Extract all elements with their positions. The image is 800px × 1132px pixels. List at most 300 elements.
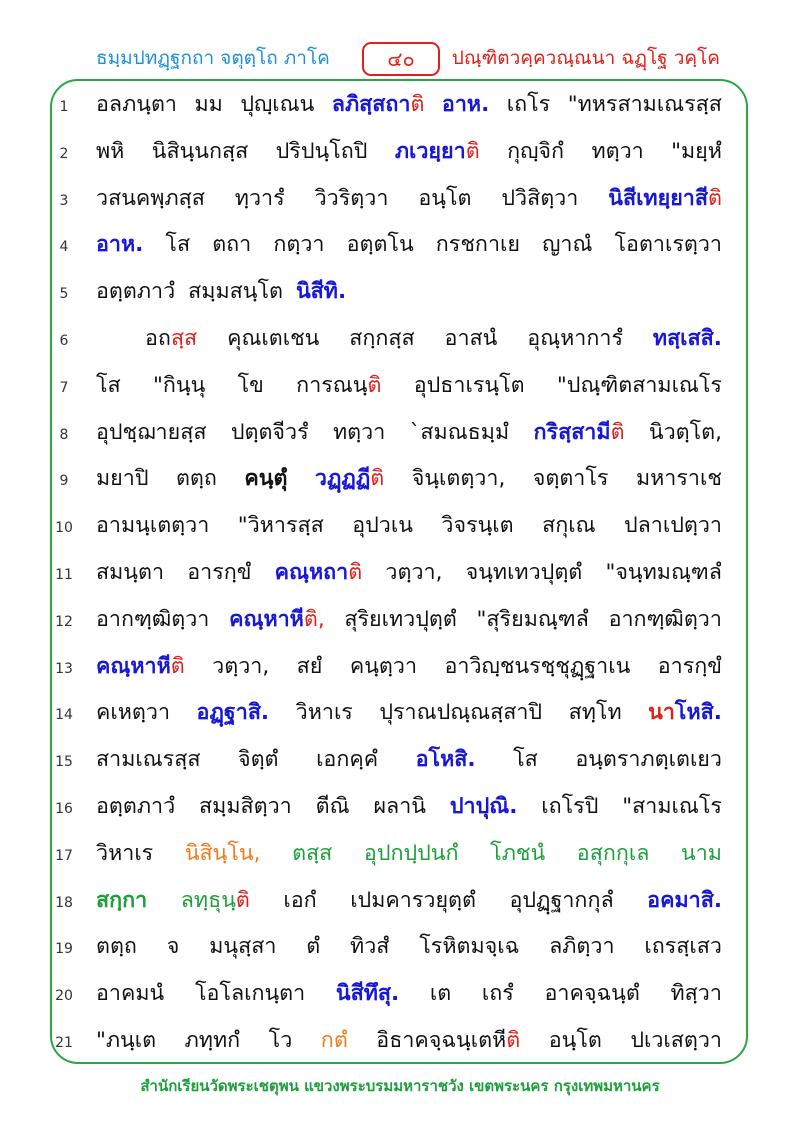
word — [187, 555, 251, 589]
word — [624, 508, 722, 542]
word-segment: โหสิ. — [674, 700, 722, 726]
word-segment: คนฺตุํ — [244, 466, 288, 492]
line-text — [145, 321, 722, 355]
word-segment: ติ — [170, 653, 185, 679]
word-segment: ติ — [370, 466, 385, 492]
word — [344, 602, 456, 636]
word-segment: นิสีทึสุ. — [335, 981, 400, 1007]
line-number: 9 — [59, 473, 69, 490]
word-segment: คณฺหาหี — [229, 606, 304, 632]
word-segment: นิวตฺโต, — [648, 419, 722, 445]
word — [466, 555, 583, 589]
word — [176, 461, 217, 495]
text-line — [0, 879, 800, 926]
word — [96, 274, 175, 308]
word-segment: ทิสฺวา — [670, 981, 722, 1007]
word-segment: ตถา — [212, 232, 252, 258]
line-number: 3 — [59, 192, 69, 209]
word-segment: สมฺมสนฺโต — [188, 279, 283, 305]
word-segment: อนฺตราภตฺเตเยว — [575, 747, 722, 773]
line-number: 7 — [59, 379, 69, 396]
word — [379, 695, 542, 729]
word-segment: "ทหรสามเณรสฺส — [567, 92, 722, 117]
word-segment: ปเวเสตฺวา — [630, 1027, 722, 1053]
word — [414, 368, 525, 402]
word-segment: มม — [194, 92, 223, 117]
word — [306, 929, 320, 963]
word — [557, 368, 722, 402]
text-line — [0, 411, 800, 458]
word — [273, 227, 324, 261]
text-line — [0, 925, 800, 972]
word-segment: นิสีทิ. — [295, 279, 347, 305]
word-segment: อนฺโต — [548, 1027, 602, 1053]
word-segment: มนุสฺสา — [209, 934, 277, 960]
word-segment: ติ — [707, 185, 722, 211]
word — [450, 789, 517, 823]
word — [212, 227, 251, 261]
word-segment: ติ — [465, 138, 480, 164]
word-segment: ผลานิ — [373, 793, 426, 819]
word-segment: "สุริยมณฺฑลํ — [476, 606, 589, 632]
footer: สำนักเรียนวัดพระเชตุพน แขวงพระบรมมหาราชวัง เขตพระนคร กรุงเทพมหานคร — [140, 1077, 660, 1095]
word-segment: คณฺหถา — [274, 559, 349, 585]
line-text — [96, 602, 722, 636]
text-line — [0, 598, 800, 645]
word-segment: ตีณิ — [315, 793, 350, 819]
word-segment: ติ — [235, 887, 250, 913]
word-segment: จนฺทเทวปุตฺตํ — [465, 559, 583, 585]
line-text — [96, 87, 722, 121]
word-segment: ภเวยฺยา — [394, 138, 466, 164]
word — [441, 508, 513, 542]
word-segment: อนฺโต — [418, 185, 472, 211]
word-segment: คุณเตเชน — [227, 325, 320, 351]
line-number: 18 — [55, 894, 73, 911]
word-segment: กุญฺจิกํ — [507, 138, 565, 164]
word-segment: อุปธาเรนฺโต — [413, 372, 525, 398]
word-segment: ตตฺถ — [175, 466, 217, 492]
line-text — [96, 134, 722, 168]
word — [542, 508, 595, 542]
line-text — [96, 1023, 722, 1057]
word — [416, 742, 476, 776]
line-text — [96, 415, 722, 449]
word — [549, 929, 614, 963]
word-segment: กตฺวา — [273, 232, 325, 258]
word-segment: มหาราเช — [635, 466, 722, 492]
word — [410, 415, 509, 449]
word — [490, 836, 545, 870]
word — [276, 134, 368, 168]
word-segment: เอกคฺคํ — [316, 747, 379, 773]
word-segment: ภทฺทกํ — [184, 1027, 241, 1053]
word-segment: ปุราณปณฺณสฺสาปิ — [379, 700, 543, 726]
word — [332, 87, 425, 121]
line-number: 5 — [59, 286, 69, 303]
text-line — [0, 83, 800, 130]
word — [444, 649, 630, 683]
word-segment: "สามเณโร — [622, 793, 722, 819]
word-segment: สมฺมสิตฺวา — [199, 793, 292, 819]
line-number: 17 — [55, 847, 73, 864]
word — [235, 181, 285, 215]
word-segment: กรชกาเย — [435, 232, 520, 258]
word — [615, 227, 723, 261]
word-segment: สทฺโท — [568, 700, 622, 726]
word — [373, 789, 426, 823]
word-segment: คเหตฺวา — [96, 700, 171, 726]
line-number: 20 — [55, 988, 73, 1005]
word — [283, 883, 316, 917]
word-segment: วิหาเร — [96, 840, 154, 866]
word-segment: ทฺวารํ — [234, 185, 285, 211]
word-segment: ติ — [506, 1027, 521, 1053]
word — [636, 461, 722, 495]
line-number: 2 — [59, 145, 69, 162]
word — [292, 836, 332, 870]
word-segment: นิสีเทยฺยาสี — [608, 185, 708, 211]
word — [591, 134, 643, 168]
text-line — [0, 317, 800, 364]
text-line — [0, 457, 800, 504]
word-segment: โภชนํ — [490, 840, 546, 866]
word-segment: เถรสฺเสว — [644, 934, 722, 960]
word — [238, 368, 264, 402]
word — [165, 227, 190, 261]
word — [96, 1023, 156, 1057]
word — [212, 649, 269, 683]
word — [96, 883, 147, 917]
word-segment: อลภนฺตา — [96, 92, 177, 117]
word — [238, 742, 279, 776]
word — [385, 555, 442, 589]
text-line — [0, 364, 800, 411]
word-segment: เปมคารวยุตฺตํ — [350, 887, 476, 913]
word-segment: อุปวเน — [352, 513, 413, 539]
line-text — [96, 368, 722, 402]
line-text — [96, 227, 722, 261]
word — [316, 742, 378, 776]
word-segment: โอโลเกนฺตา — [194, 981, 306, 1007]
word — [430, 976, 451, 1010]
word — [534, 415, 625, 449]
line-text — [96, 742, 722, 776]
word-segment: อาห. — [441, 92, 490, 117]
word-segment: วตฺวา, — [212, 653, 270, 679]
word-segment: นิสินฺนกสฺส — [151, 138, 249, 164]
line-text — [96, 649, 722, 683]
line-text — [96, 976, 722, 1010]
word — [96, 555, 164, 589]
word — [349, 321, 414, 355]
word — [96, 649, 185, 683]
word-segment: อารกฺขํ — [657, 653, 722, 679]
word-segment: สฺส — [170, 325, 198, 351]
line-number: 19 — [55, 941, 73, 958]
word-segment: อฏฺฐาสิ. — [196, 700, 270, 726]
word — [227, 321, 319, 355]
word — [482, 976, 514, 1010]
word — [194, 87, 222, 121]
word-segment: นิสินฺโน, — [184, 840, 261, 866]
word-segment: อุปฏฺฐากกุลํ — [509, 887, 614, 913]
word-segment: อาสนํ — [444, 325, 498, 351]
word — [630, 1023, 722, 1057]
word — [231, 415, 309, 449]
word-segment: อโหสิ. — [415, 747, 476, 773]
word-segment: อคมาสิ. — [647, 887, 722, 913]
word — [507, 87, 550, 121]
word — [395, 134, 480, 168]
word — [96, 602, 209, 636]
word-segment: อตฺตภาวํ — [96, 793, 176, 819]
line-number: 1 — [59, 99, 69, 115]
word-segment: สมนฺตา — [96, 559, 165, 585]
word-segment: ปวิสิตฺวา — [501, 185, 579, 211]
word-segment: กตํ — [320, 1027, 348, 1053]
word — [297, 649, 323, 683]
word — [275, 555, 363, 589]
line-text — [96, 836, 722, 870]
word-segment: เต — [429, 981, 452, 1007]
word-segment: วิหาเร — [295, 700, 353, 726]
word — [96, 742, 200, 776]
word — [412, 461, 506, 495]
word-segment: วิจรนฺเต — [441, 513, 514, 539]
word — [513, 742, 538, 776]
text-line — [0, 785, 800, 832]
word-segment: วตฺวา, — [385, 559, 443, 585]
word — [653, 321, 722, 355]
word — [568, 87, 722, 121]
word-segment: ปตฺตจีวรํ — [230, 419, 309, 445]
word — [569, 695, 622, 729]
word-segment: อากฑฺฒิตฺวา — [608, 606, 722, 632]
word — [96, 461, 149, 495]
word-segment: ทิวสํ — [350, 934, 390, 960]
word-segment: กริสฺสามี — [533, 419, 611, 445]
word — [527, 321, 623, 355]
text-line — [0, 551, 800, 598]
text-line — [0, 691, 800, 738]
word-segment: เถโร — [506, 92, 551, 117]
word — [96, 368, 121, 402]
line-number: 13 — [55, 660, 73, 677]
word — [96, 181, 205, 215]
word-segment: พหิ — [96, 138, 125, 164]
word — [96, 415, 206, 449]
word-segment: สกุเณ — [542, 513, 596, 539]
word — [647, 883, 722, 917]
word-segment: ทตฺวา — [591, 138, 644, 164]
word-segment: อตฺตโน — [346, 232, 414, 258]
word — [199, 789, 292, 823]
word — [197, 695, 270, 729]
word — [333, 415, 385, 449]
word — [436, 227, 520, 261]
word-segment: ทสฺเสสิ. — [652, 325, 722, 351]
word-segment: สกฺกา — [96, 887, 148, 913]
word-segment: ลภิตฺวา — [549, 934, 615, 960]
word-segment: จ — [166, 934, 180, 960]
word — [209, 929, 276, 963]
word — [188, 274, 283, 308]
line-number: 4 — [59, 239, 69, 256]
word-segment: ปลาเปตฺวา — [623, 513, 722, 539]
word-segment: จิตฺตํ — [238, 747, 279, 773]
word-segment: โอตาเรตฺวา — [614, 232, 722, 258]
word — [244, 461, 287, 495]
word — [622, 789, 722, 823]
word — [644, 929, 722, 963]
word — [671, 134, 722, 168]
word-segment: มยาปิ — [96, 466, 149, 492]
page-number-box — [362, 42, 440, 76]
word-segment: อาห. — [96, 232, 144, 258]
word — [605, 555, 722, 589]
word — [96, 789, 175, 823]
line-text — [96, 929, 722, 963]
word — [376, 1023, 520, 1057]
word-segment: อถ — [145, 325, 171, 351]
word — [96, 695, 170, 729]
word-segment: วสนคพฺภสฺส — [96, 185, 205, 211]
word-segment: อุณฺหาการํ — [527, 325, 623, 351]
header-left-title: ธมฺมปทฏฺฐกถา จตุตฺโถ ภาโค — [96, 47, 330, 69]
word-segment: ปริปนฺโถปิ — [275, 138, 368, 164]
word — [542, 227, 592, 261]
line-text — [96, 695, 722, 729]
line-text — [96, 181, 722, 215]
word-segment: ตํ — [306, 934, 321, 960]
word-segment: ตสฺส — [292, 840, 333, 866]
text-line — [0, 832, 800, 879]
word — [442, 87, 489, 121]
word-segment: อุปกปฺปนกํ — [363, 840, 459, 866]
text-line — [0, 223, 800, 270]
word — [152, 134, 248, 168]
word-segment: ติ — [348, 559, 363, 585]
word — [96, 227, 143, 261]
word-segment: นาม — [681, 840, 722, 866]
line-text — [96, 555, 722, 589]
text-line — [0, 177, 800, 224]
word-segment: คนฺตฺวา — [349, 653, 418, 679]
word — [153, 368, 205, 402]
word-segment: `สมณธมฺมํ — [409, 419, 510, 445]
word — [195, 976, 305, 1010]
text-line — [0, 130, 800, 177]
word — [96, 929, 137, 963]
word-segment: "ปณฺฑิตสามเณโร — [556, 372, 722, 398]
word-segment: คณฺหาหี — [96, 653, 171, 679]
word — [336, 976, 399, 1010]
line-number: 16 — [55, 800, 73, 817]
word — [96, 836, 153, 870]
word — [575, 742, 722, 776]
word — [352, 508, 413, 542]
word — [533, 461, 609, 495]
word — [419, 929, 519, 963]
text-line — [0, 1019, 800, 1066]
word — [321, 1023, 348, 1057]
word-segment: ติ — [410, 92, 425, 117]
word — [350, 649, 417, 683]
line-number: 21 — [55, 1034, 73, 1051]
word-segment: อาคมนํ — [96, 981, 165, 1007]
word — [418, 181, 471, 215]
line-number: 14 — [55, 707, 73, 724]
word — [510, 883, 614, 917]
word-segment: อิธาคจฺฉนฺเตหี — [376, 1027, 507, 1053]
line-number: 12 — [55, 613, 73, 630]
word-segment: ปุญฺเณน — [240, 92, 315, 117]
text-line — [0, 645, 800, 692]
line-number: 8 — [59, 426, 69, 443]
word-segment: ติ, — [303, 606, 325, 632]
line-number: 10 — [55, 520, 73, 537]
text-line — [0, 972, 800, 1019]
word — [658, 649, 722, 683]
word — [269, 1023, 293, 1057]
word — [477, 602, 589, 636]
word — [609, 602, 722, 636]
word — [608, 181, 722, 215]
word — [238, 508, 324, 542]
word-segment: "กินฺนุ — [152, 372, 206, 398]
line-text — [96, 508, 722, 542]
word — [181, 883, 250, 917]
word — [545, 976, 640, 1010]
word — [96, 976, 164, 1010]
word — [507, 134, 564, 168]
word-segment: เอกํ — [283, 887, 317, 913]
word — [364, 836, 459, 870]
word — [296, 274, 346, 308]
word-segment: ญาณํ — [542, 232, 593, 258]
word-segment: การณนฺ — [296, 372, 368, 398]
word-segment: โส — [513, 747, 538, 773]
word — [649, 415, 722, 449]
word — [681, 836, 722, 870]
word-segment: "วิหารสฺส — [237, 513, 324, 539]
word-segment: วฏฺฏฏี — [314, 466, 371, 492]
word-segment: "มยฺหํ — [671, 138, 722, 164]
word — [549, 1023, 602, 1057]
word-segment: โว — [268, 1027, 293, 1053]
word-segment: สุริยเทวปุตฺตํ — [344, 606, 457, 632]
page-number: ๔๐ — [387, 47, 415, 71]
text-line — [0, 738, 800, 785]
word — [96, 134, 124, 168]
word — [296, 368, 381, 402]
word — [670, 976, 721, 1010]
word-segment: โส — [165, 232, 191, 258]
line-text — [96, 461, 722, 495]
word — [96, 508, 209, 542]
word-segment: จินฺเตตฺวา, — [411, 466, 506, 492]
word — [541, 789, 598, 823]
line-text — [96, 789, 722, 823]
word-segment: "จนฺทมณฺฑลํ — [605, 559, 722, 585]
word-segment: โข — [237, 372, 264, 398]
line-number: 11 — [55, 566, 73, 583]
line-text — [96, 883, 722, 917]
word — [167, 929, 180, 963]
word — [648, 695, 722, 729]
word-segment: นา — [648, 700, 675, 726]
